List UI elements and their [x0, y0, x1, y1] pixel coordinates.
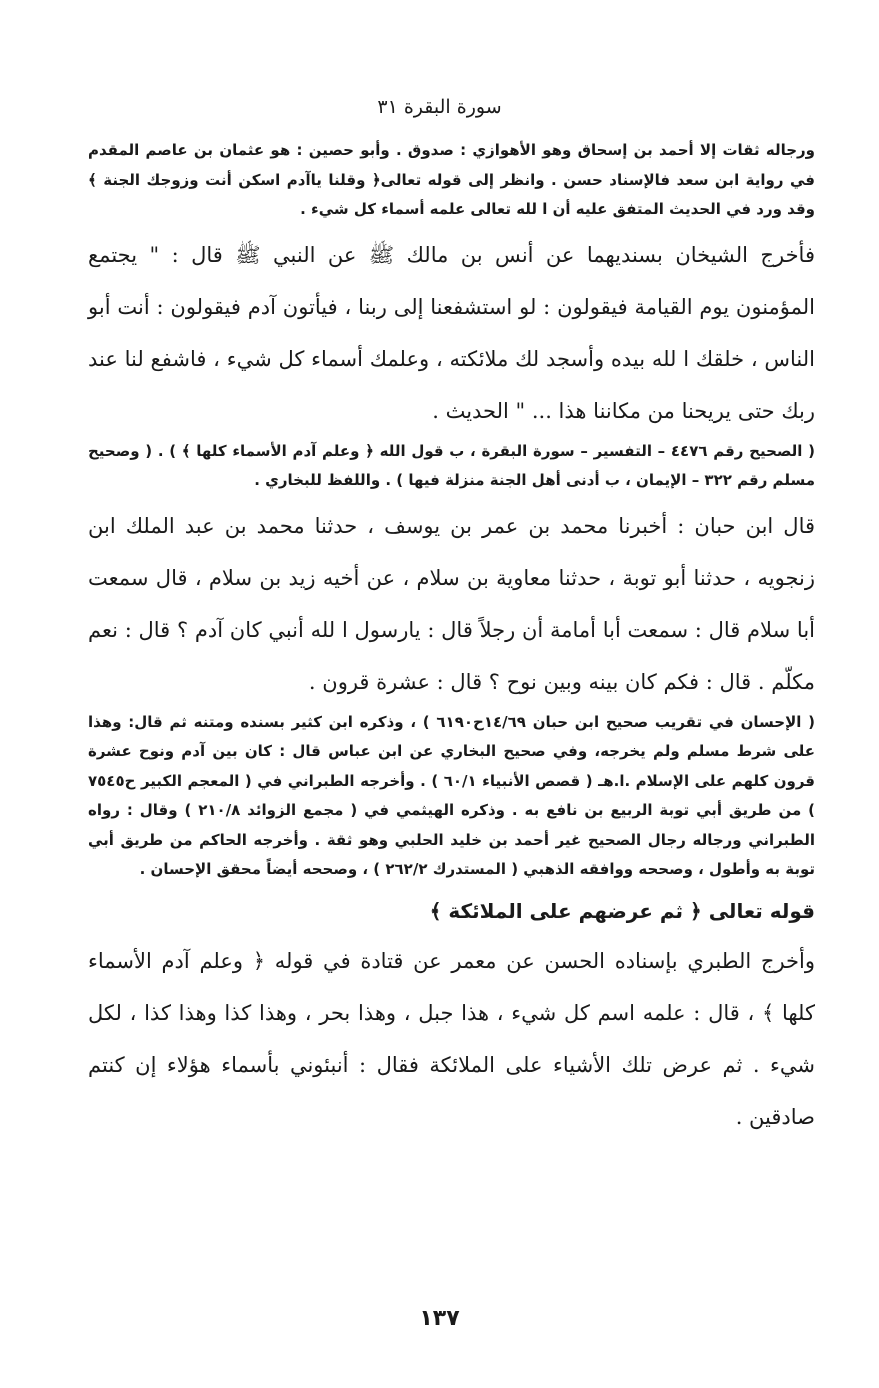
section-heading: قوله تعالى ﴿ ثم عرضهم على الملائكة ﴾ [429, 898, 815, 923]
paragraph-hadith-anas: فأخرج الشيخان بسنديهما عن أنس بن مالك ﷺ عن النبي ﷺ قال : " يجتمع المؤمنون يوم القيامة فيقولون : لو استشفعنا إلى ربنا ، فيأتون آدم فيقولون : أنت أبو الناس ، خلقك ا لله بيده وأسجد لك ملائكته ، وعلمك أسماء كل شيء ، فاشفع لنا عند ربك حتى يريحنا من مكاننا هذا ... " الحديث . [88, 242, 815, 423]
footnote-top: ورجاله ثقات إلا أحمد بن إسحاق وهو الأهوازي : صدوق . وأبو حصين : هو عثمان بن عاصم المقدم في رواية ابن سعد فالإسناد حسن . وانظر إلى قوله تعالى﴿ وقلنا ياآدم اسكن أنت وزوجك الجنة ﴾ وقد ورد في الحديث المتفق عليه أن ا لله تعالى علمه أسماء كل شيء . [88, 141, 815, 218]
paragraph-tabari: وأخرج الطبري بإسناده الحسن عن معمر عن قتادة في قوله ﴿ وعلم آدم الأسماء كلها ﴾ ، قال : علمه اسم كل شيء ، هذا جبل ، وهذا بحر ، وهذا كذا وهذا كذا ، لكل شيء . ثم عرض تلك الأشياء على الملائكة فقال : أنبئوني بأسماء هؤلاء إن كنتم صادقين . [88, 948, 815, 1129]
page-content [88, 136, 815, 1143]
reference-ihsan: ( الإحسان في تقريب صحيح ابن حبان ١٤/٦٩ح٦١٩٠ ) ، وذكره ابن كثير بسنده ومتنه ثم قال: وهذا على شرط مسلم ولم يخرجه، وفي صحيح البخاري عن ابن عباس قال : كان بين آدم ونوح عشرة قرون كلهم على الإسلام .ا.هـ ( قصص الأنبياء ٦٠/١ ) . وأخرجه الطبراني في ( المعجم الكبير ح٧٥٤٥ ) من طريق أبي توبة الربيع بن نافع به . وذكره الهيثمي في ( مجمع الزوائد ٢١٠/٨ ) وقال : رواه الطبراني ورجاله رجال الصحيح غير أحمد بن خليد الحلبي وهو ثقة . وأخرجه الحاكم من طريق أبي توبة به وأطول ، وصححه ووافقه الذهبي ( المستدرك ٢٦٢/٢ ) ، وصححه أيضاً محقق الإحسان . [88, 712, 815, 878]
page-number: ١٣٧ [419, 1306, 460, 1331]
running-header: سورة البقرة ٣١ [377, 96, 502, 118]
paragraph-ibn-hibban: قال ابن حبان : أخبرنا محمد بن عمر بن يوسف ، حدثنا محمد بن عبد الملك ابن زنجويه ، حدثنا أبو توبة ، حدثنا معاوية بن سلام ، عن أخيه زيد بن سلام ، قال سمعت أبا سلام قال : سمعت أبا أمامة أن رجلاً قال : يارسول ا لله أنبي كان آدم ؟ قال : نعم مكلّم . قال : فكم كان بينه وبين نوح ؟ قال : عشرة قرون . [88, 513, 815, 694]
reference-bukhari-muslim: ( الصحيح رقم ٤٤٧٦ – التفسير – سورة البقرة ، ب قول الله ﴿ وعلم آدم الأسماء كلها ﴾ ) . ( وصحيح مسلم رقم ٣٢٢ – الإيمان ، ب أدنى أهل الجنة منزلة فيها ) . واللفظ للبخاري . [88, 441, 815, 489]
